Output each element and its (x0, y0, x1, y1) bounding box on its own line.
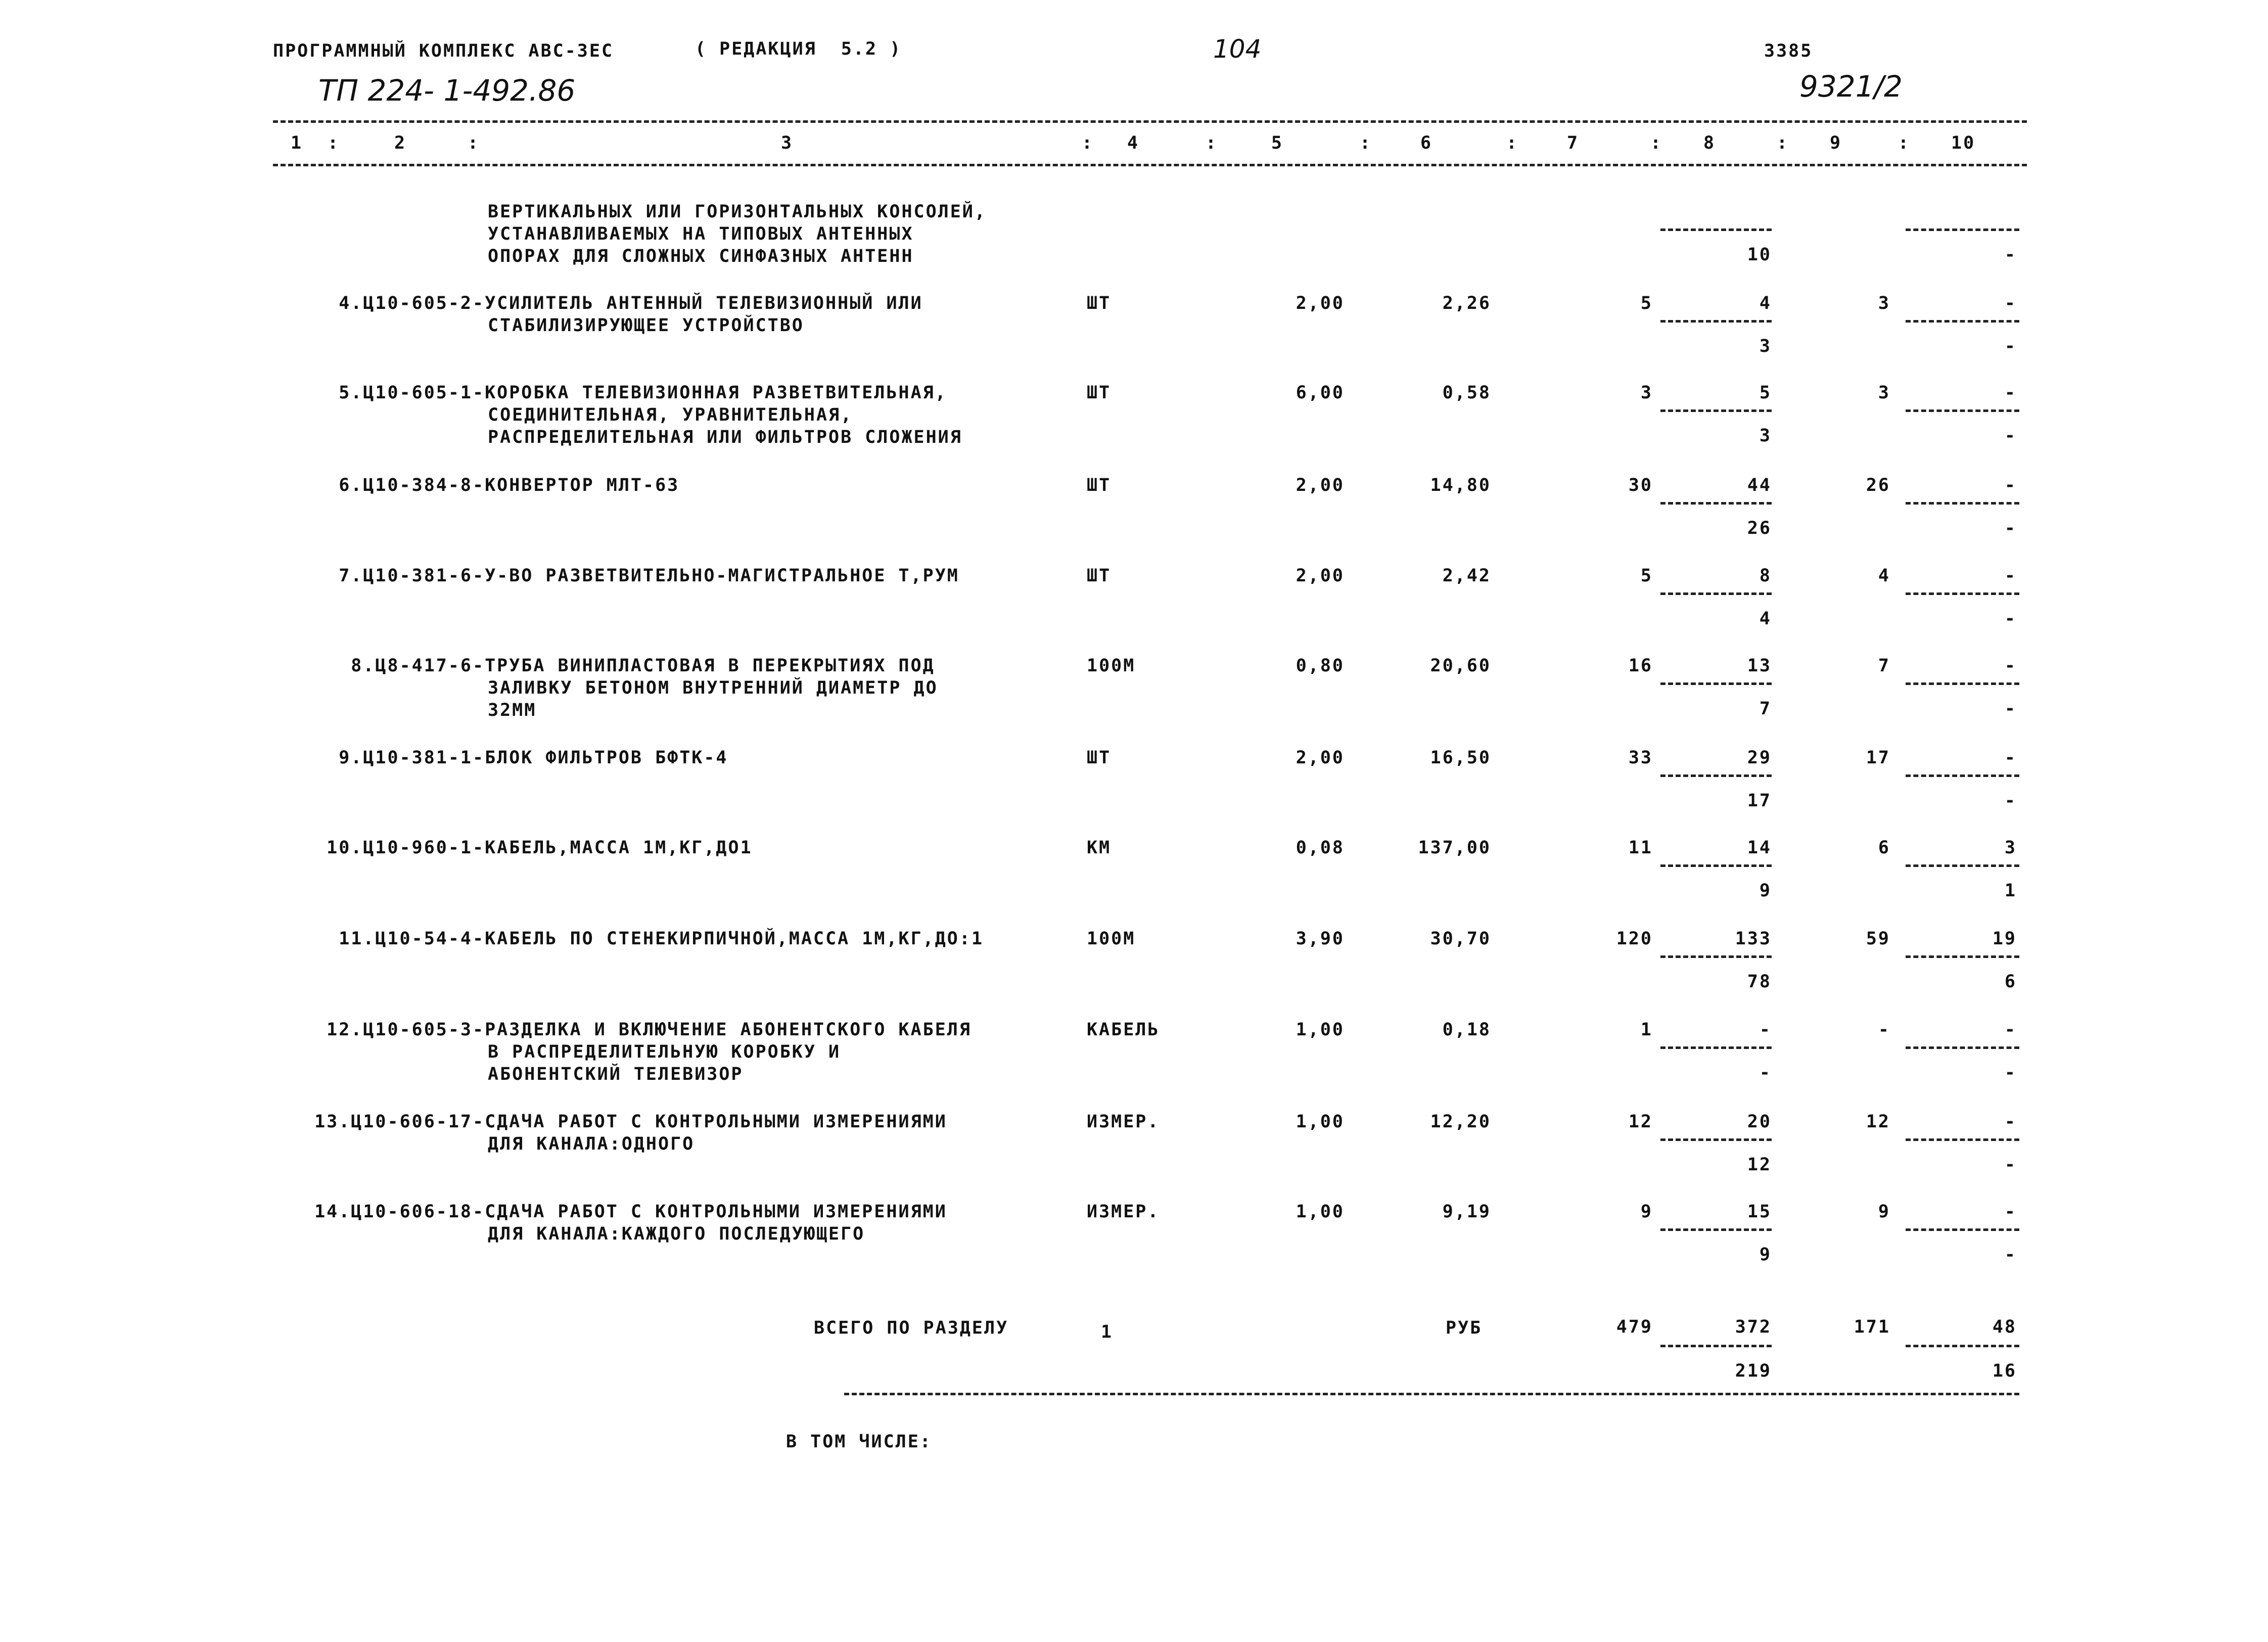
row-col7: 30 (1628, 475, 1653, 495)
total-bottom-rule (844, 1393, 2019, 1395)
total-col10-top: 48 (1992, 1317, 2017, 1337)
row-code: 9.Ц10-381-1 (339, 748, 473, 768)
row-code: 7.Ц10-381-6 (339, 566, 473, 586)
row-col10-divider (1906, 955, 2019, 958)
column-number-7: 7 (1567, 133, 1580, 153)
including-label: В ТОМ ЧИСЛЕ: (786, 1432, 932, 1452)
row-col10-top: - (2004, 566, 2017, 586)
row-unit: ШТ (1087, 748, 1112, 768)
column-separator: : (1898, 133, 1911, 153)
row-quantity: 2,00 (1295, 293, 1345, 313)
document-reference: ТП 224- 1-492.86 (318, 73, 576, 108)
document-code: 3385 (1764, 41, 1813, 61)
row-unit-price: 0,18 (1442, 1020, 1491, 1040)
row-col10-top: - (2004, 1202, 2017, 1222)
row-unit: ШТ (1087, 293, 1112, 313)
total-col8-top: 372 (1735, 1317, 1772, 1337)
column-separator: : (1082, 133, 1094, 153)
row-quantity: 1,00 (1295, 1020, 1345, 1040)
row-col8-bottom: 78 (1747, 972, 1772, 992)
row-unit: ШТ (1087, 383, 1112, 403)
row-col7: 1 (1640, 1020, 1653, 1040)
row-quantity: 0,08 (1295, 838, 1345, 858)
row-quantity: 2,00 (1295, 475, 1345, 495)
row-col9: 3 (1878, 293, 1890, 313)
row-col9: 6 (1878, 838, 1890, 858)
row-col8-divider (1660, 320, 1772, 323)
row-col9: 9 (1878, 1202, 1890, 1222)
row-description-line: -У-ВО РАЗВЕТВИТЕЛЬНО-МАГИСТРАЛЬНОЕ Т,РУМ (473, 566, 959, 586)
row-unit: КМ (1087, 838, 1112, 858)
row-col7: 12 (1628, 1112, 1653, 1132)
row-code: 14.Ц10-606-18 (314, 1202, 473, 1222)
row-col10-bottom: - (2004, 699, 2017, 719)
row-description-line: -КАБЕЛЬ ПО СТЕНЕКИРПИЧНОЙ,МАССА 1М,КГ,ДО:1 (473, 929, 984, 949)
row-col8-top: 8 (1759, 566, 1772, 586)
row-col8-top: 15 (1747, 1202, 1772, 1222)
row-col8-bottom: - (1759, 1063, 1772, 1083)
row-unit: КАБЕЛЬ (1087, 1020, 1160, 1040)
row-description-line: УСТАНАВЛИВАЕМЫХ НА ТИПОВЫХ АНТЕННЫХ (488, 224, 914, 244)
row-col8-top: - (1759, 1020, 1772, 1040)
row-col10-top: - (2004, 1020, 2017, 1040)
row-code: 8.Ц8-417-6 (351, 656, 473, 676)
row-col8-divider (1660, 409, 1772, 412)
row-col7: 120 (1616, 929, 1653, 949)
row-col8-divider (1660, 502, 1772, 505)
column-number-8: 8 (1703, 133, 1716, 153)
row-col10-top: 19 (1992, 929, 2017, 949)
row-description-line: -УСИЛИТЕЛЬ АНТЕННЫЙ ТЕЛЕВИЗИОННЫЙ ИЛИ (473, 293, 923, 313)
column-number-6: 6 (1420, 133, 1433, 153)
row-col8-bottom: 9 (1759, 1245, 1772, 1265)
row-code: 10.Ц10-960-1 (327, 838, 473, 858)
row-col10-bottom: - (2004, 1155, 2017, 1175)
row-col8-bottom: 12 (1747, 1155, 1772, 1175)
row-col8-divider (1660, 229, 1772, 231)
row-col10-bottom: - (2004, 1245, 2017, 1265)
row-col7: 5 (1640, 293, 1653, 313)
row-code: 11.Ц10-54-4 (339, 929, 473, 949)
row-col9: 3 (1878, 383, 1890, 403)
column-number-1: 1 (291, 133, 303, 153)
row-unit: ШТ (1087, 566, 1112, 586)
row-description-line: -КОРОБКА ТЕЛЕВИЗИОННАЯ РАЗВЕТВИТЕЛЬНАЯ, (473, 383, 947, 403)
column-number-10: 10 (1951, 133, 1976, 153)
row-unit: 100М (1087, 929, 1136, 949)
row-unit-price: 0,58 (1442, 383, 1491, 403)
row-col10-top: - (2004, 293, 2017, 313)
row-col9: 59 (1866, 929, 1890, 949)
row-col10-divider (1906, 592, 2019, 595)
row-col9: 26 (1866, 475, 1890, 495)
column-number-9: 9 (1830, 133, 1842, 153)
row-col9: - (1878, 1020, 1890, 1040)
row-description-line: -БЛОК ФИЛЬТРОВ БФТК-4 (473, 748, 728, 768)
row-unit-price: 9,19 (1442, 1202, 1491, 1222)
row-col8-top: 20 (1747, 1112, 1772, 1132)
row-col8-bottom: 4 (1759, 609, 1772, 629)
row-quantity: 3,90 (1295, 929, 1345, 949)
column-number-2: 2 (394, 133, 407, 153)
total-label: ВСЕГО ПО РАЗДЕЛУ (814, 1318, 1009, 1338)
column-separator: : (1206, 133, 1218, 153)
row-col10-divider (1906, 864, 2019, 867)
row-col7: 11 (1628, 838, 1653, 858)
row-col7: 33 (1628, 748, 1653, 768)
row-col8-divider (1660, 592, 1772, 595)
row-description-line: ЗАЛИВКУ БЕТОНОМ ВНУТРЕННИЙ ДИАМЕТР ДО (488, 678, 938, 698)
column-separator: : (1650, 133, 1663, 153)
row-quantity: 6,00 (1295, 383, 1345, 403)
document-reference-right: 9321/2 (1799, 69, 1903, 104)
row-col10-bottom: - (2004, 245, 2017, 265)
row-col10-divider (1906, 682, 2019, 685)
row-description-line: -ТРУБА ВИНИПЛАСТОВАЯ В ПЕРЕКРЫТИЯХ ПОД (473, 656, 935, 676)
row-unit: 100М (1087, 656, 1136, 676)
row-unit-price: 2,42 (1442, 566, 1491, 586)
row-col10-bottom: 6 (2004, 972, 2017, 992)
row-unit-price: 16,50 (1430, 748, 1491, 768)
row-col9: 7 (1878, 656, 1890, 676)
row-description-line: ОПОРАХ ДЛЯ СЛОЖНЫХ СИНФАЗНЫХ АНТЕНН (488, 246, 914, 266)
row-col8-top: 29 (1747, 748, 1772, 768)
page-number: 104 (1213, 34, 1262, 64)
row-description-line: В РАСПРЕДЕЛИТЕЛЬНУЮ КОРОБКУ И (488, 1042, 841, 1062)
edition-label: ( РЕДАКЦИЯ 5.2 ) (695, 39, 902, 59)
row-col8-bottom: 17 (1747, 791, 1772, 811)
row-col10-top: - (2004, 1112, 2017, 1132)
column-number-3: 3 (781, 133, 794, 153)
row-unit-price: 137,00 (1418, 838, 1491, 858)
row-col10-top: - (2004, 383, 2017, 403)
total-col10-divider (1906, 1345, 2019, 1347)
row-col8-bottom: 9 (1759, 881, 1772, 901)
column-separator: : (1777, 133, 1789, 153)
row-col8-bottom: 7 (1759, 699, 1772, 719)
row-code: 12.Ц10-605-3 (327, 1020, 473, 1040)
row-col8-divider (1660, 774, 1772, 777)
row-unit-price: 14,80 (1430, 475, 1491, 495)
row-col10-divider (1906, 1228, 2019, 1231)
row-col9: 4 (1878, 566, 1890, 586)
row-col8-top: 4 (1759, 293, 1772, 313)
row-col8-divider (1660, 1046, 1772, 1049)
row-col9: 12 (1866, 1112, 1890, 1132)
row-col7: 5 (1640, 566, 1653, 586)
row-unit-price: 12,20 (1430, 1112, 1491, 1132)
row-col8-top: 5 (1759, 383, 1772, 403)
row-description-line: 32ММ (488, 700, 537, 720)
total-col8-bottom: 219 (1735, 1361, 1772, 1381)
row-col7: 3 (1640, 383, 1653, 403)
row-col10-divider (1906, 1138, 2019, 1141)
column-separator: : (1506, 133, 1519, 153)
row-col8-bottom: 26 (1747, 518, 1772, 538)
program-title: ПРОГРАММНЫЙ КОМПЛЕКС АВС-ЗЕС (273, 41, 614, 61)
row-quantity: 1,00 (1295, 1202, 1345, 1222)
row-col7: 16 (1628, 656, 1653, 676)
row-quantity: 0,80 (1295, 656, 1345, 676)
total-count: 1 (1101, 1322, 1114, 1342)
row-col10-bottom: - (2004, 791, 2017, 811)
column-separator: : (1360, 133, 1372, 153)
row-unit: ИЗМЕР. (1087, 1112, 1160, 1132)
row-col10-divider (1906, 1046, 2019, 1049)
header-bottom-rule (273, 164, 2027, 166)
row-description-line: СОЕДИНИТЕЛЬНАЯ, УРАВНИТЕЛЬНАЯ, (488, 405, 853, 425)
row-description-line: -СДАЧА РАБОТ С КОНТРОЛЬНЫМИ ИЗМЕРЕНИЯМИ (473, 1202, 947, 1222)
row-col10-bottom: - (2004, 518, 2017, 538)
row-description-line: ДЛЯ КАНАЛА:КАЖДОГО ПОСЛЕДУЮЩЕГО (488, 1224, 865, 1244)
row-col10-divider (1906, 229, 2019, 231)
row-col10-bottom: - (2004, 426, 2017, 446)
row-code: 6.Ц10-384-8 (339, 475, 473, 495)
row-unit-price: 2,26 (1442, 293, 1491, 313)
row-col8-bottom: 10 (1747, 245, 1772, 265)
row-col8-bottom: 3 (1759, 336, 1772, 356)
row-quantity: 1,00 (1295, 1112, 1345, 1132)
row-col10-top: - (2004, 656, 2017, 676)
row-col8-top: 13 (1747, 656, 1772, 676)
row-col10-bottom: - (2004, 609, 2017, 629)
row-col8-top: 133 (1735, 929, 1772, 949)
row-code: 13.Ц10-606-17 (314, 1112, 473, 1132)
row-col8-divider (1660, 1228, 1772, 1231)
row-col10-divider (1906, 774, 2019, 777)
row-col8-divider (1660, 955, 1772, 958)
row-unit: ШТ (1087, 475, 1112, 495)
row-col10-bottom: - (2004, 1063, 2017, 1083)
row-unit-price: 30,70 (1430, 929, 1491, 949)
row-col8-divider (1660, 864, 1772, 867)
row-col8-divider (1660, 1138, 1772, 1141)
row-description-line: СТАБИЛИЗИРУЮЩЕЕ УСТРОЙСТВО (488, 315, 804, 336)
row-description-line: -РАЗДЕЛКА И ВКЛЮЧЕНИЕ АБОНЕНТСКОГО КАБЕЛЯ (473, 1020, 971, 1040)
row-col8-divider (1660, 682, 1772, 685)
column-separator: : (328, 133, 340, 153)
row-description-line: АБОНЕНТСКИЙ ТЕЛЕВИЗОР (488, 1064, 744, 1084)
row-description-line: -КОНВЕРТОР МЛТ-63 (473, 475, 680, 495)
row-col10-divider (1906, 320, 2019, 323)
row-col10-top: - (2004, 475, 2017, 495)
row-col10-divider (1906, 502, 2019, 505)
column-separator: : (468, 133, 480, 153)
column-number-5: 5 (1271, 133, 1284, 153)
total-col10-bottom: 16 (1992, 1361, 2017, 1381)
row-code: 4.Ц10-605-2 (339, 293, 473, 313)
header-top-rule (273, 120, 2027, 123)
row-col9: 17 (1866, 748, 1890, 768)
row-description-line: ВЕРТИКАЛЬНЫХ ИЛИ ГОРИЗОНТАЛЬНЫХ КОНСОЛЕЙ, (488, 202, 987, 222)
row-unit-price: 20,60 (1430, 656, 1491, 676)
row-col10-top: 3 (2004, 838, 2017, 858)
row-col10-bottom: - (2004, 336, 2017, 356)
row-col10-bottom: 1 (2004, 881, 2017, 901)
total-col9: 171 (1854, 1317, 1890, 1337)
total-col7: 479 (1616, 1317, 1653, 1337)
row-col10-divider (1906, 409, 2019, 412)
row-col10-top: - (2004, 748, 2017, 768)
row-col8-top: 44 (1747, 475, 1772, 495)
total-currency: РУБ (1446, 1318, 1483, 1338)
row-quantity: 2,00 (1295, 566, 1345, 586)
row-description-line: -КАБЕЛЬ,МАССА 1М,КГ,ДО1 (473, 838, 753, 858)
row-code: 5.Ц10-605-1 (339, 383, 473, 403)
row-col8-top: 14 (1747, 838, 1772, 858)
total-col8-divider (1660, 1345, 1772, 1347)
row-col8-bottom: 3 (1759, 426, 1772, 446)
row-description-line: РАСПРЕДЕЛИТЕЛЬНАЯ ИЛИ ФИЛЬТРОВ СЛОЖЕНИЯ (488, 427, 962, 447)
row-description-line: ДЛЯ КАНАЛА:ОДНОГО (488, 1134, 695, 1154)
row-quantity: 2,00 (1295, 748, 1345, 768)
row-col7: 9 (1640, 1202, 1653, 1222)
row-unit: ИЗМЕР. (1087, 1202, 1160, 1222)
column-number-4: 4 (1127, 133, 1140, 153)
row-description-line: -СДАЧА РАБОТ С КОНТРОЛЬНЫМИ ИЗМЕРЕНИЯМИ (473, 1112, 947, 1132)
